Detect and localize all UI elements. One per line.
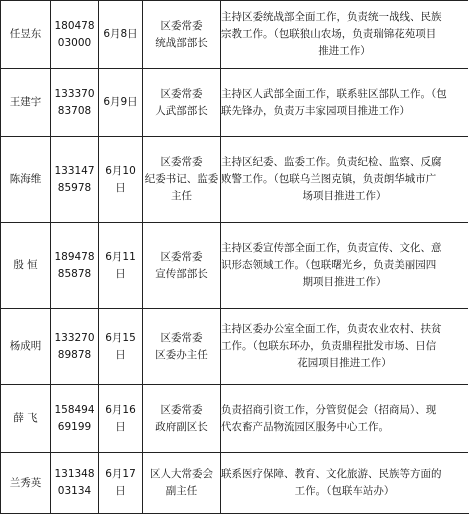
name-cell: 薛 飞 <box>1 385 51 453</box>
date-cell: 6月9日 <box>99 69 143 137</box>
title-cell: 区委常委 人武部部长 <box>143 69 221 137</box>
duty-cell: 主持区委宣传部全面工作，负责宣传、文化、意 识形态领域工作。（包联曙光乡，负责美丽园四 期项目推进工作） <box>221 223 469 309</box>
page-margin <box>468 0 474 513</box>
date-cell: 6月15 日 <box>99 309 143 385</box>
title-cell: 区委常委 政府副区长 <box>143 385 221 453</box>
table-row <box>1 137 469 223</box>
duty-cell: 主持区委统战部全面工作，负责统一战线、民族 宗教工作。（包联狼山农场，负责瑞锦花苑项目 推进工作） <box>221 1 469 69</box>
name-cell: 陈海维 <box>1 137 51 223</box>
duty-cell: 主持区人武部全面工作，联系驻区部队工作。（包 联先锋办，负责万丰家园项目推进工作） <box>221 69 469 137</box>
title-cell: 区委常委 宣传部部长 <box>143 223 221 309</box>
phone-cell: 180478 03000 <box>51 1 99 69</box>
title-cell: 区委常委 纪委书记、监委 主任 <box>143 137 221 223</box>
phone-cell: 158494 69199 <box>51 385 99 453</box>
table-row <box>1 309 469 385</box>
date-cell: 6月8日 <box>99 1 143 69</box>
table-row <box>1 385 469 453</box>
phone-cell: 133147 85978 <box>51 137 99 223</box>
date-cell: 6月10 日 <box>99 137 143 223</box>
date-cell: 6月17 日 <box>99 453 143 514</box>
name-cell: 兰秀英 <box>1 453 51 514</box>
phone-cell: 133270 89878 <box>51 309 99 385</box>
duty-cell: 负责招商引资工作，分管贸促会（招商局）、现 代农畜产品物流园区服务中心工作。 <box>221 385 469 453</box>
duty-cell: 主持区委办公室全面工作，负责农业农村、扶贫 工作。（包联东环办，负责鼎程批发市场、日信 花园项目推进工作） <box>221 309 469 385</box>
table-row <box>1 1 469 69</box>
date-cell: 6月11 日 <box>99 223 143 309</box>
date-cell: 6月16 日 <box>99 385 143 453</box>
phone-cell: 133370 83708 <box>51 69 99 137</box>
title-cell: 区人大常委会 副主任 <box>143 453 221 514</box>
phone-cell: 131348 03134 <box>51 453 99 514</box>
table-row <box>1 69 469 137</box>
roster-body <box>1 1 469 514</box>
name-cell: 殷 恒 <box>1 223 51 309</box>
duty-cell: 联系医疗保障、教育、文化旅游、民族等方面的 工作。（包联车站办） <box>221 453 469 514</box>
title-cell: 区委常委 区委办主任 <box>143 309 221 385</box>
duty-cell: 主持区纪委、监委工作。负责纪检、监察、反腐 败警工作。（包联乌兰图克镇，负责朗华城市广 场项目推进工作） <box>221 137 469 223</box>
table-row <box>1 453 469 514</box>
name-cell: 王建宇 <box>1 69 51 137</box>
table-row <box>1 223 469 309</box>
name-cell: 杨成明 <box>1 309 51 385</box>
title-cell: 区委常委 统战部部长 <box>143 1 221 69</box>
name-cell: 任昱东 <box>1 1 51 69</box>
phone-cell: 189478 85878 <box>51 223 99 309</box>
